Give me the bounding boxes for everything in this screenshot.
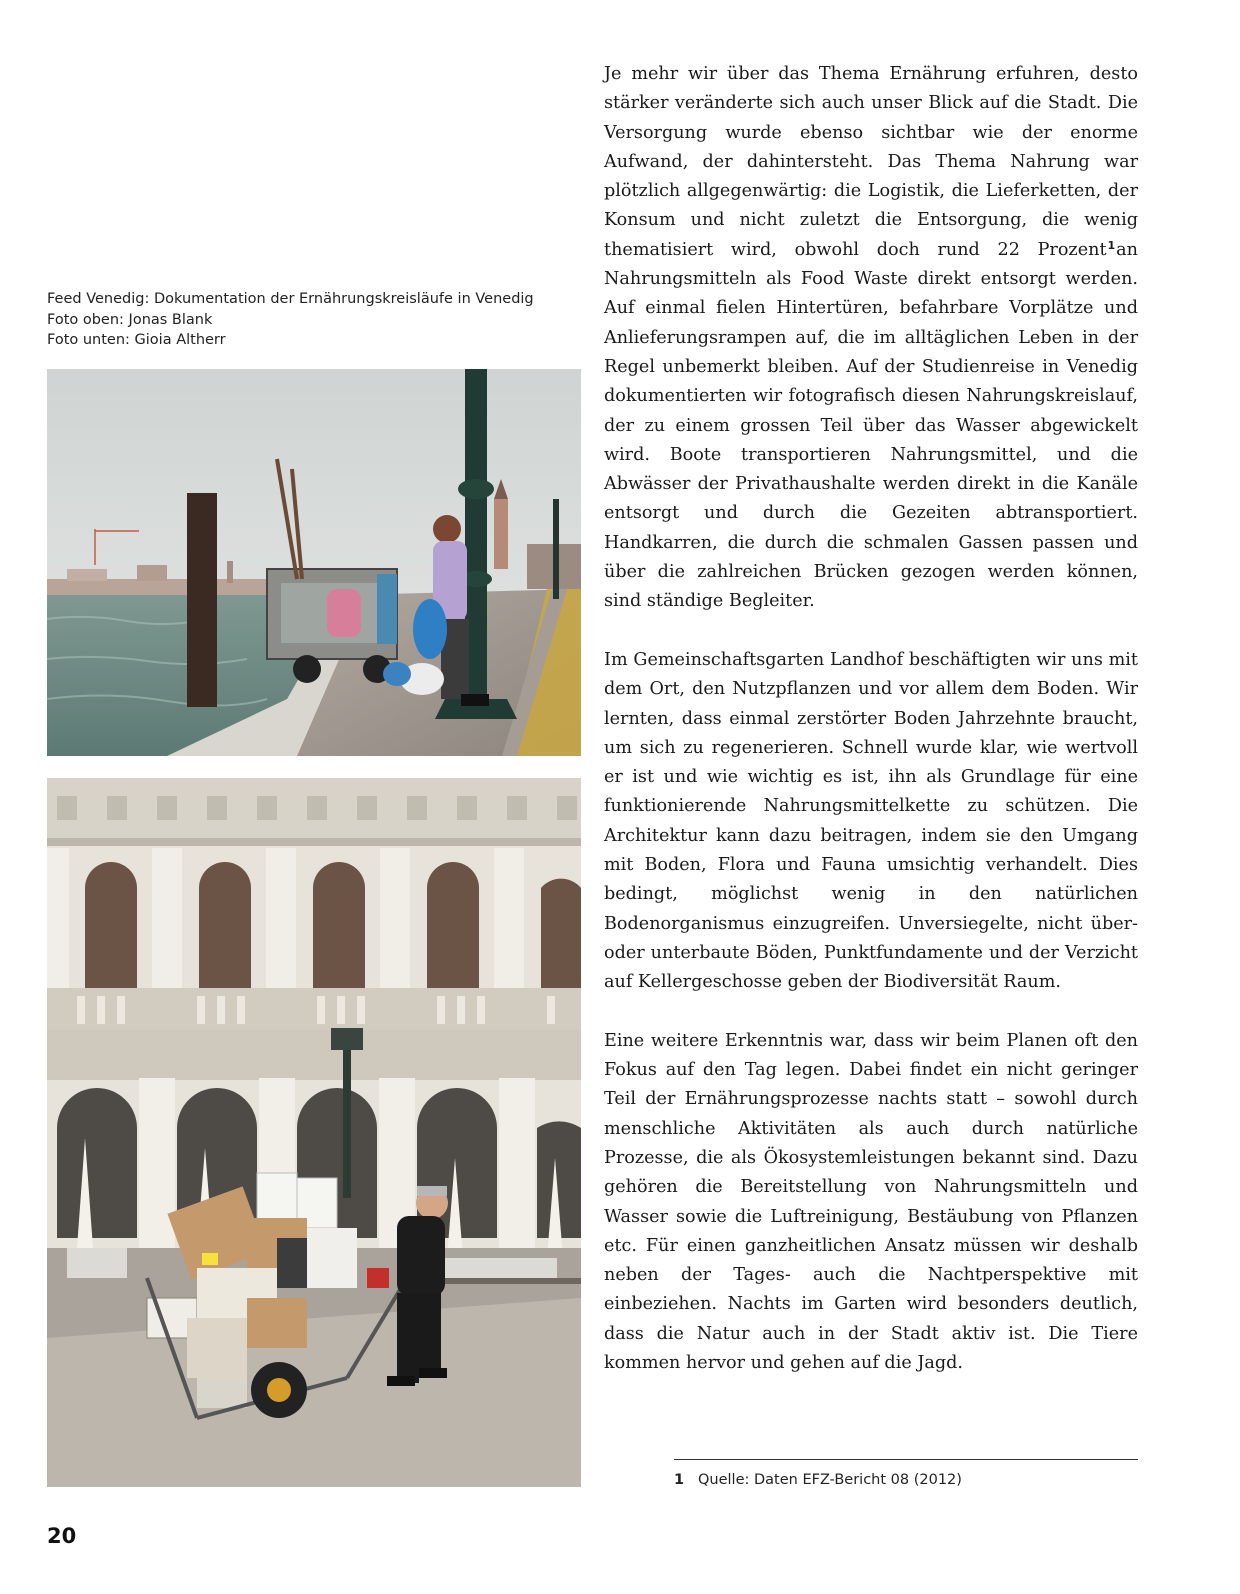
paragraph-venice-part2: an Nahrungsmitteln als Food Waste direkt entsorgt werden. Auf einmal fielen Hintertüren, befahrbare Vorplätze und Anlieferungsrampen auf, die im alltäglichen Leben in der Regel unbemerkt bleiben. Auf der Studienreise in Venedig dokumentierten wir fotografisch diesen Nahrungskreislauf, der zu einem grossen Teil über das Wasser abgewickelt wird. Boote transportieren Nahrungsmittel, und die Abwässer der Privathaushalte werden direkt in die Kanäle entsorgt und durch die Gezeiten abtransportiert. Handkarren, die durch die schmalen Gassen passen und über die zahlreichen Brücken gezogen werden können, sind ständige Begleiter. xyxy=(604,239,1138,612)
caption-title: Feed Venedig: Dokumentation der Ernährungskreisläufe in Venedig xyxy=(47,291,534,307)
photo-caption xyxy=(47,289,577,351)
waterfront-image xyxy=(47,369,581,756)
caption-credit-bottom: Foto unten: Gioia Altherr xyxy=(47,332,226,348)
footnote xyxy=(674,1472,962,1488)
paragraph-landhof: Im Gemeinschaftsgarten Landhof beschäftigten wir uns mit dem Ort, den Nutzpflanzen und vor allem dem Boden. Wir lernten, dass einmal zerstörter Boden Jahrzehnte braucht, um sich zu regenerieren. Schnell wurde klar, wie wertvoll er ist und wie wichtig es ist, ihn als Grundlage für eine funktionierende Nahrungsmittelkette zu schützen. Die Architektur kann dazu beitragen, indem sie den Umgang mit Boden, Flora und Fauna umsichtig verhandelt. Dies bedingt, möglichst wenig in den natürlichen Bodenorganismus einzugreifen. Unversiegelte, nicht über- oder unterbaute Böden, Punktfundamente und der Verzicht auf Kellergeschosse geben der Biodiversität Raum. xyxy=(604,649,1138,993)
footnote-reference[interactable]: 1 xyxy=(1107,238,1116,252)
paragraph-night: Eine weitere Erkenntnis war, dass wir beim Planen oft den Fokus auf den Tag legen. Dabei findet ein nicht geringer Teil der Ernährungsprozesse nachts statt – sowohl durch menschliche Aktivitäten als auch durch natürliche Prozesse, die als Ökosystemleistungen bekannt sind. Dazu gehören die Bereitstellung von Nahrungsmitteln und Wasser sowie die Luftreinigung, Bestäubung von Pflanzen etc. Für einen ganzheitlichen Ansatz müssen wir deshalb neben der Tages- auch die Nachtperspektive mit einbeziehen. Nachts im Garten wird besonders deutlich, dass die Natur auch in der Stadt aktiv ist. Die Tiere kommen hervor und gehen auf die Jagd. xyxy=(604,1030,1138,1374)
article-body xyxy=(604,60,1138,1378)
footnote-divider xyxy=(674,1459,1138,1460)
footnote-number: 1 xyxy=(674,1472,685,1488)
footnote-text: Quelle: Daten EFZ-Bericht 08 (2012) xyxy=(698,1472,962,1488)
photo-waterfront-handcart xyxy=(47,369,581,756)
paragraph-venice xyxy=(604,60,1138,617)
caption-credit-top: Foto oben: Jonas Blank xyxy=(47,311,213,328)
photo-piazza-delivery xyxy=(47,778,581,1487)
page-number: 20 xyxy=(47,1524,77,1548)
paragraph-venice-part1: Je mehr wir über das Thema Ernährung erfuhren, desto stärker veränderte sich auch unser Blick auf die Stadt. Die Versorgung wurde ebenso sichtbar wie der enorme Aufwand, der dahintersteht. Das Thema Nahrung war plötzlich allgegenwärtig: die Logistik, die Lieferketten, der Konsum und nicht zuletzt die Entsorgung, die wenig thematisiert wird, obwohl doch rund 22 Prozent xyxy=(604,64,1138,260)
piazza-image xyxy=(47,778,581,1487)
